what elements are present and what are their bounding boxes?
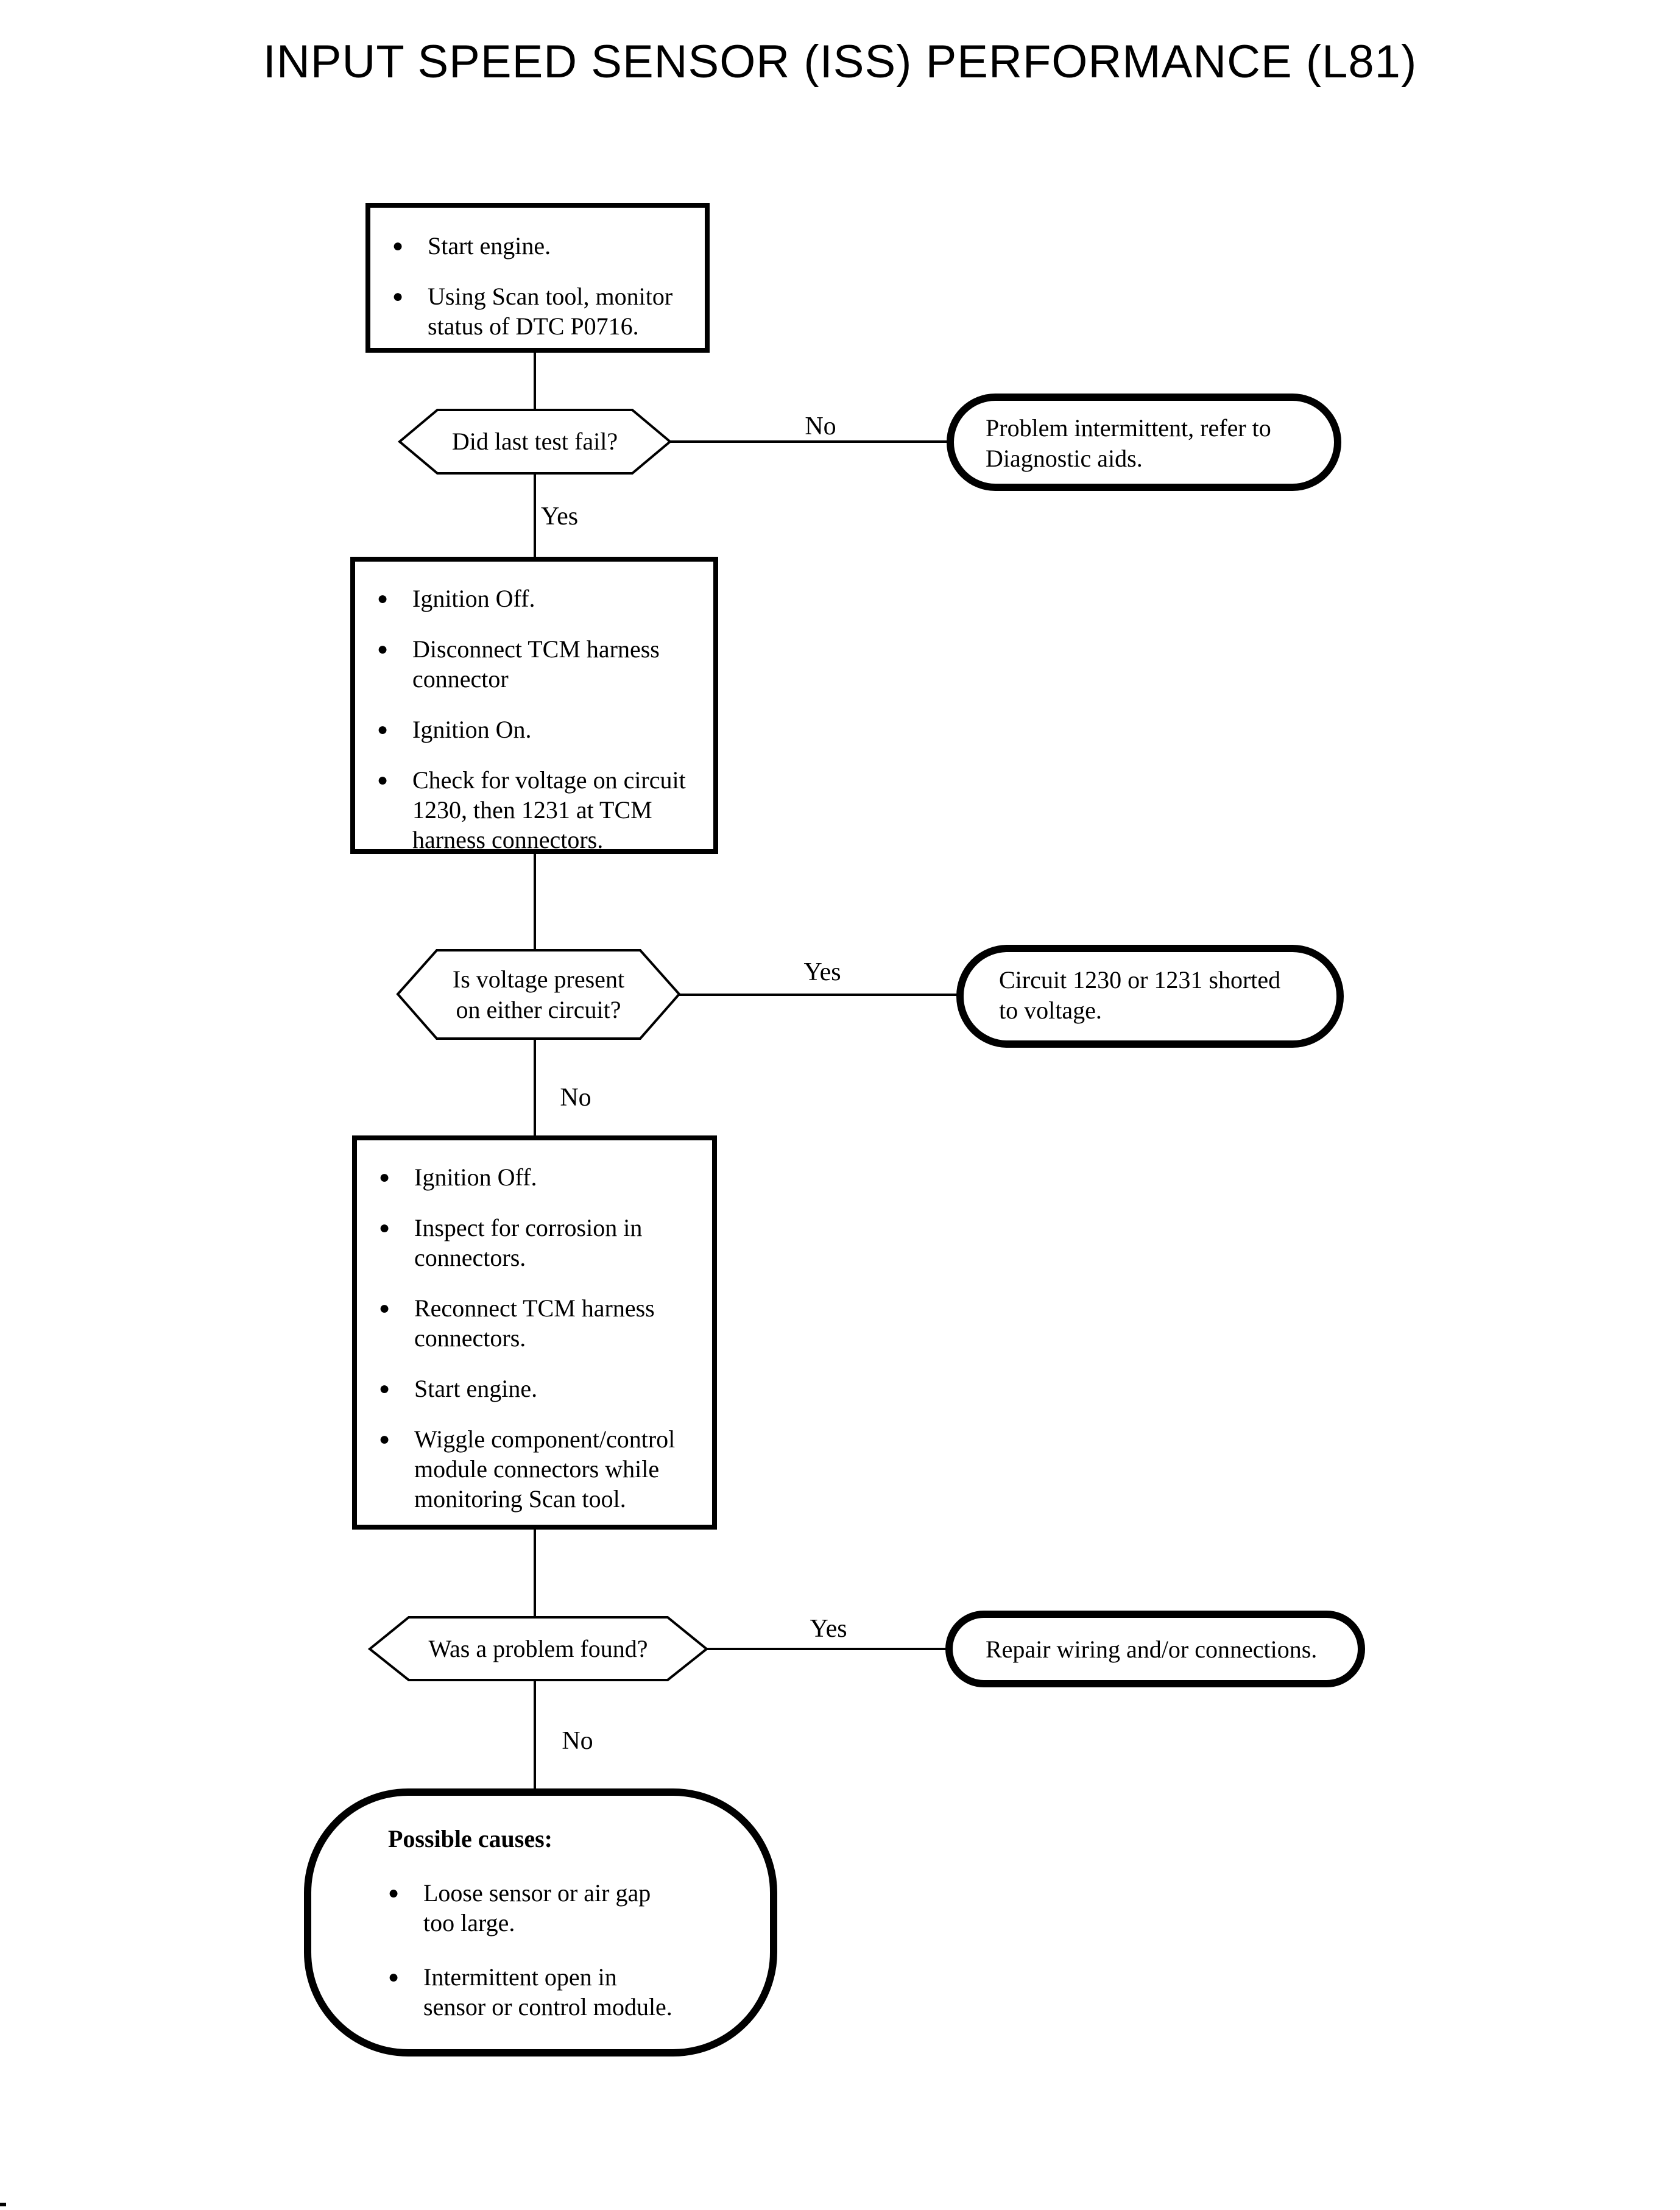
bullet-text: Loose sensor or air gap [423, 1879, 651, 1907]
decision-1-label [400, 410, 670, 473]
decision-3-text: Was a problem found? [428, 1634, 648, 1662]
terminal-3-text: Repair wiring and/or connections. [986, 1636, 1318, 1663]
list-item [379, 1424, 708, 1514]
yes-label-2: Yes [803, 958, 841, 986]
decision-3-label [370, 1617, 707, 1680]
bullet-text: status of DTC P0716. [428, 312, 639, 340]
bullet-text: sensor or control module. [423, 1993, 672, 2021]
bullet-text: connectors. [414, 1244, 526, 1271]
terminal-1-text [986, 413, 1271, 474]
bullet-text: monitoring Scan tool. [414, 1485, 626, 1513]
list-item [379, 1293, 708, 1353]
list-item [392, 231, 697, 261]
process-box-1-text [392, 231, 697, 341]
possible-causes-content [388, 1824, 729, 2022]
bullet-text: Ignition Off. [414, 1163, 537, 1191]
list-item [377, 715, 706, 744]
bullet-text: too large. [423, 1909, 515, 1936]
list-item [379, 1162, 708, 1192]
bullet-text: 1230, then 1231 at TCM [412, 796, 652, 824]
bullet-text: Disconnect TCM harness [412, 635, 660, 663]
bullet-text: Inspect for corrosion in [414, 1214, 643, 1241]
bullet-text: Start engine. [428, 232, 551, 259]
yes-label-1: Yes [541, 503, 579, 531]
list-item [377, 584, 706, 613]
bullet-text: Reconnect TCM harness [414, 1294, 655, 1322]
bullet-text: connector [412, 665, 509, 693]
terminal-2-line: to voltage. [999, 997, 1102, 1024]
bullet-icon: ● [377, 639, 389, 659]
bullet-icon: ● [379, 1218, 390, 1238]
bullet-text: module connectors while [414, 1455, 660, 1483]
no-label-1: No [805, 412, 836, 440]
bullet-icon: ● [388, 1967, 400, 1987]
no-label-2: No [560, 1084, 591, 1112]
bullet-text: harness connectors. [412, 826, 604, 853]
list-item [388, 1878, 729, 1938]
bullet-icon: ● [379, 1429, 390, 1449]
process-box-3-text [379, 1162, 708, 1514]
list-item [379, 1213, 708, 1273]
list-item [392, 281, 697, 341]
bullet-icon: ● [392, 286, 404, 306]
bullet-icon: ● [377, 588, 389, 609]
list-item [377, 765, 706, 855]
terminal-2-line: Circuit 1230 or 1231 shorted [999, 966, 1281, 994]
bullet-icon: ● [377, 770, 389, 790]
bullet-icon: ● [377, 719, 389, 740]
terminal-1-line: Diagnostic aids. [986, 445, 1143, 472]
bullet-icon: ● [379, 1167, 390, 1187]
bullet-text: Using Scan tool, monitor [428, 283, 673, 310]
bullet-text: Wiggle component/control [414, 1425, 676, 1453]
decision-1-text: Did last test fail? [451, 428, 618, 455]
bullet-text: Intermittent open in [423, 1963, 617, 1991]
yes-label-3: Yes [810, 1615, 847, 1643]
bullet-icon: ● [379, 1298, 390, 1318]
decision-2-text: Is voltage present [452, 965, 625, 993]
list-item [379, 1374, 708, 1403]
bullet-icon: ● [388, 1883, 400, 1903]
bullet-text: connectors. [414, 1324, 526, 1352]
no-label-3: No [562, 1727, 593, 1755]
process-box-2-text [377, 584, 706, 855]
bullet-icon: ● [392, 236, 404, 256]
terminal-2-text [999, 965, 1280, 1026]
page-title: INPUT SPEED SENSOR (ISS) PERFORMANCE (L81) [263, 36, 1417, 88]
terminal-1-line: Problem intermittent, refer to [986, 414, 1271, 442]
bullet-text: Ignition On. [412, 716, 532, 743]
list-item [388, 1962, 729, 2022]
decision-2-label [398, 950, 679, 1039]
bullet-text: Check for voltage on circuit [412, 766, 686, 794]
scan-speck [0, 2203, 6, 2206]
bullet-icon: ● [379, 1379, 390, 1399]
bullet-text: Ignition Off. [412, 585, 535, 612]
possible-causes-heading: Possible causes: [388, 1825, 552, 1852]
bullet-text: Start engine. [414, 1375, 538, 1402]
decision-2-text: on either circuit? [456, 995, 621, 1023]
list-item [377, 634, 706, 694]
